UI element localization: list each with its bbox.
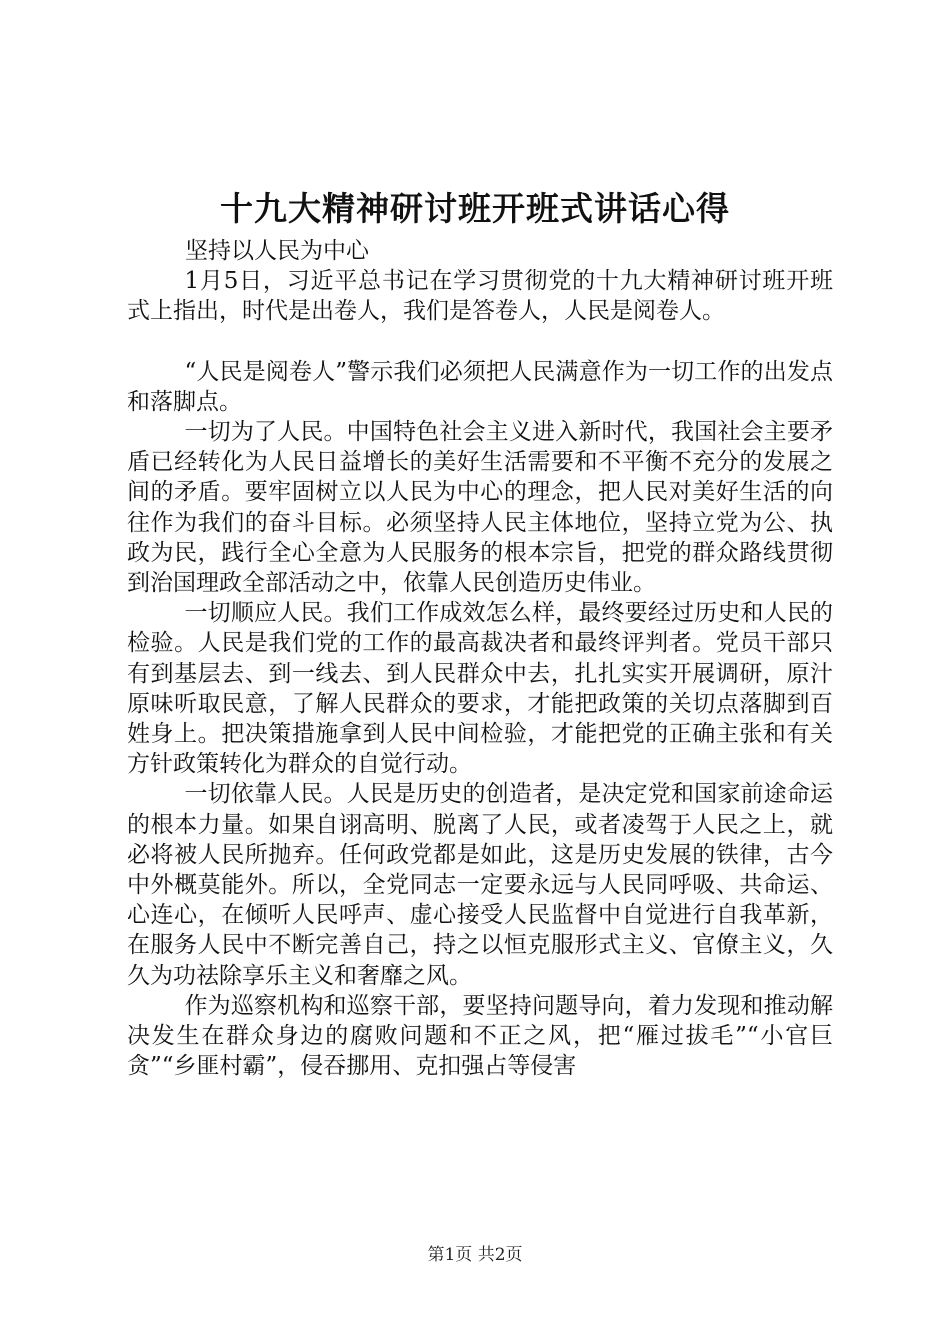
document-body bbox=[127, 236, 833, 1081]
document-title: 十九大精神研讨班开班式讲话心得 bbox=[220, 189, 730, 228]
paragraph-2: “人民是阅卷人”警示我们必须把人民满意作为一切工作的出发点和落脚点。 bbox=[127, 358, 833, 415]
paragraph-4: 一切顺应人民。我们工作成效怎么样，最终要经过历史和人民的检验。人民是我们党的工作的最高裁决者和最终评判者。党员干部只有到基层去、到一线去、到人民群众中去，扎扎实实开展调研，原汁原味听取民意，了解人民群众的要求，才能把政策的关切点落脚到百姓身上。把决策措施拿到人民中间检验，才能把党的正确主张和有关方针政策转化为群众的自觉行动。 bbox=[127, 600, 833, 778]
page-footer: 第1页 共2页 bbox=[427, 1245, 523, 1265]
section-subheading: 坚持以人民为中心 bbox=[185, 238, 369, 264]
paragraph-5: 一切依靠人民。人民是历史的创造者，是决定党和国家前途命运的根本力量。如果自诩高明、脱离了人民，或者凌驾于人民之上，就必将被人民所抛弃。任何政党都是如此，这是历史发展的铁律，古今中外概莫能外。所以，全党同志一定要永远与人民同呼吸、共命运、心连心，在倾听人民呼声、虚心接受人民监督中自觉进行自我革新，在服务人民中不断完善自己，持之以恒克服形式主义、官僚主义，久久为功祛除享乐主义和奢靡之风。 bbox=[127, 781, 833, 989]
paragraph-6: 作为巡察机构和巡察干部，要坚持问题导向，着力发现和推动解决发生在群众身边的腐败问题和不正之风，把“雁过拔毛”“小官巨贪”“乡匪村霸”，侵吞挪用、克扣强占等侵害 bbox=[127, 992, 833, 1080]
paragraph-3: 一切为了人民。中国特色社会主义进入新时代，我国社会主要矛盾已经转化为人民日益增长的美好生活需要和不平衡不充分的发展之间的矛盾。要牢固树立以人民为中心的理念，把人民对美好生活的向往作为我们的奋斗目标。必须坚持人民主体地位，坚持立党为公、执政为民，践行全心全意为人民服务的根本宗旨，把党的群众路线贯彻到治国理政全部活动之中，依靠人民创造历史伟业。 bbox=[127, 419, 833, 597]
paragraph-1: 1月5日，习近平总书记在学习贯彻党的十九大精神研讨班开班式上指出，时代是出卷人，我们是答卷人，人民是阅卷人。 bbox=[127, 268, 833, 325]
